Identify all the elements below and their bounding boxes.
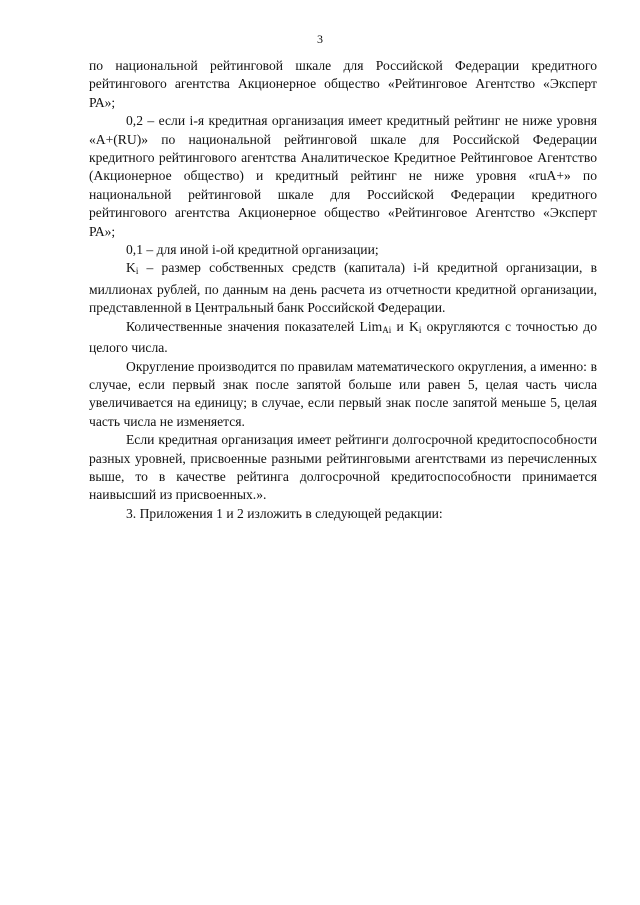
rounding-values-text-end: округляются с точностью до целого числа. xyxy=(89,318,597,356)
ki-definition-text: – размер собственных средств (капитала) i-й кредитной организации, в миллионах рублей, по данным на день расчета из отчетности кредитной организации, представленной в Центральный банк Российской Федерации. xyxy=(89,260,597,316)
rounding-values-text-start: Количественные значения показателей Lim xyxy=(126,318,383,334)
ki-subscript: i xyxy=(135,266,139,277)
paragraph-multiple-ratings: Если кредитная организация имеет рейтинги долгосрочной кредитоспособности разных уровней, присвоенные разными рейтинговыми агентствами из перечисленных выше, то в качестве рейтинга долгосрочной кредитоспособности принимается наивысший из присвоенных.». xyxy=(89,432,597,503)
paragraph-appendices: 3. Приложения 1 и 2 изложить в следующей редакции: xyxy=(126,505,443,521)
paragraph-rating-continuation: по национальной рейтинговой шкале для Российской Федерации кредитного рейтингового агентства Акционерное общество «Рейтинговое Агентство «Эксперт РА»; xyxy=(89,58,597,110)
paragraph-ki-definition xyxy=(89,259,597,317)
k-subscript: i xyxy=(418,324,422,335)
paragraph-rounding-values xyxy=(89,318,597,358)
paragraph-coefficient-0-2: 0,2 – если i-я кредитная организация имеет кредитный рейтинг не ниже уровня «A+(RU)» по национальной рейтинговой шкале для Российской Федерации кредитного рейтингового агентства Аналитическое Кредитное Рейтинговое Агентство (Акционерное общество) и кредитный рейтинг не ниже уровня «ruA+» по национальной рейтинговой шкале для Российской Федерации кредитного рейтингового агентства Акционерное общество «Рейтинговое Агентство «Эксперт РА»; xyxy=(89,113,597,239)
rounding-values-text-middle: и K xyxy=(391,318,419,334)
document-body xyxy=(89,57,597,523)
page-number: 3 xyxy=(317,32,323,46)
paragraph-rounding-rules: Округление производится по правилам математического округления, а именно: в случае, если первый знак после запятой больше или равен 5, целая часть числа увеличивается на единицу; в случае, если первый знак после запятой меньше 5, целая часть числа не изменяется. xyxy=(89,358,597,429)
paragraph-coefficient-0-1: 0,1 – для иной i-ой кредитной организации; xyxy=(126,242,379,258)
lim-subscript: Ai xyxy=(382,324,392,335)
ki-symbol: K xyxy=(126,260,136,276)
